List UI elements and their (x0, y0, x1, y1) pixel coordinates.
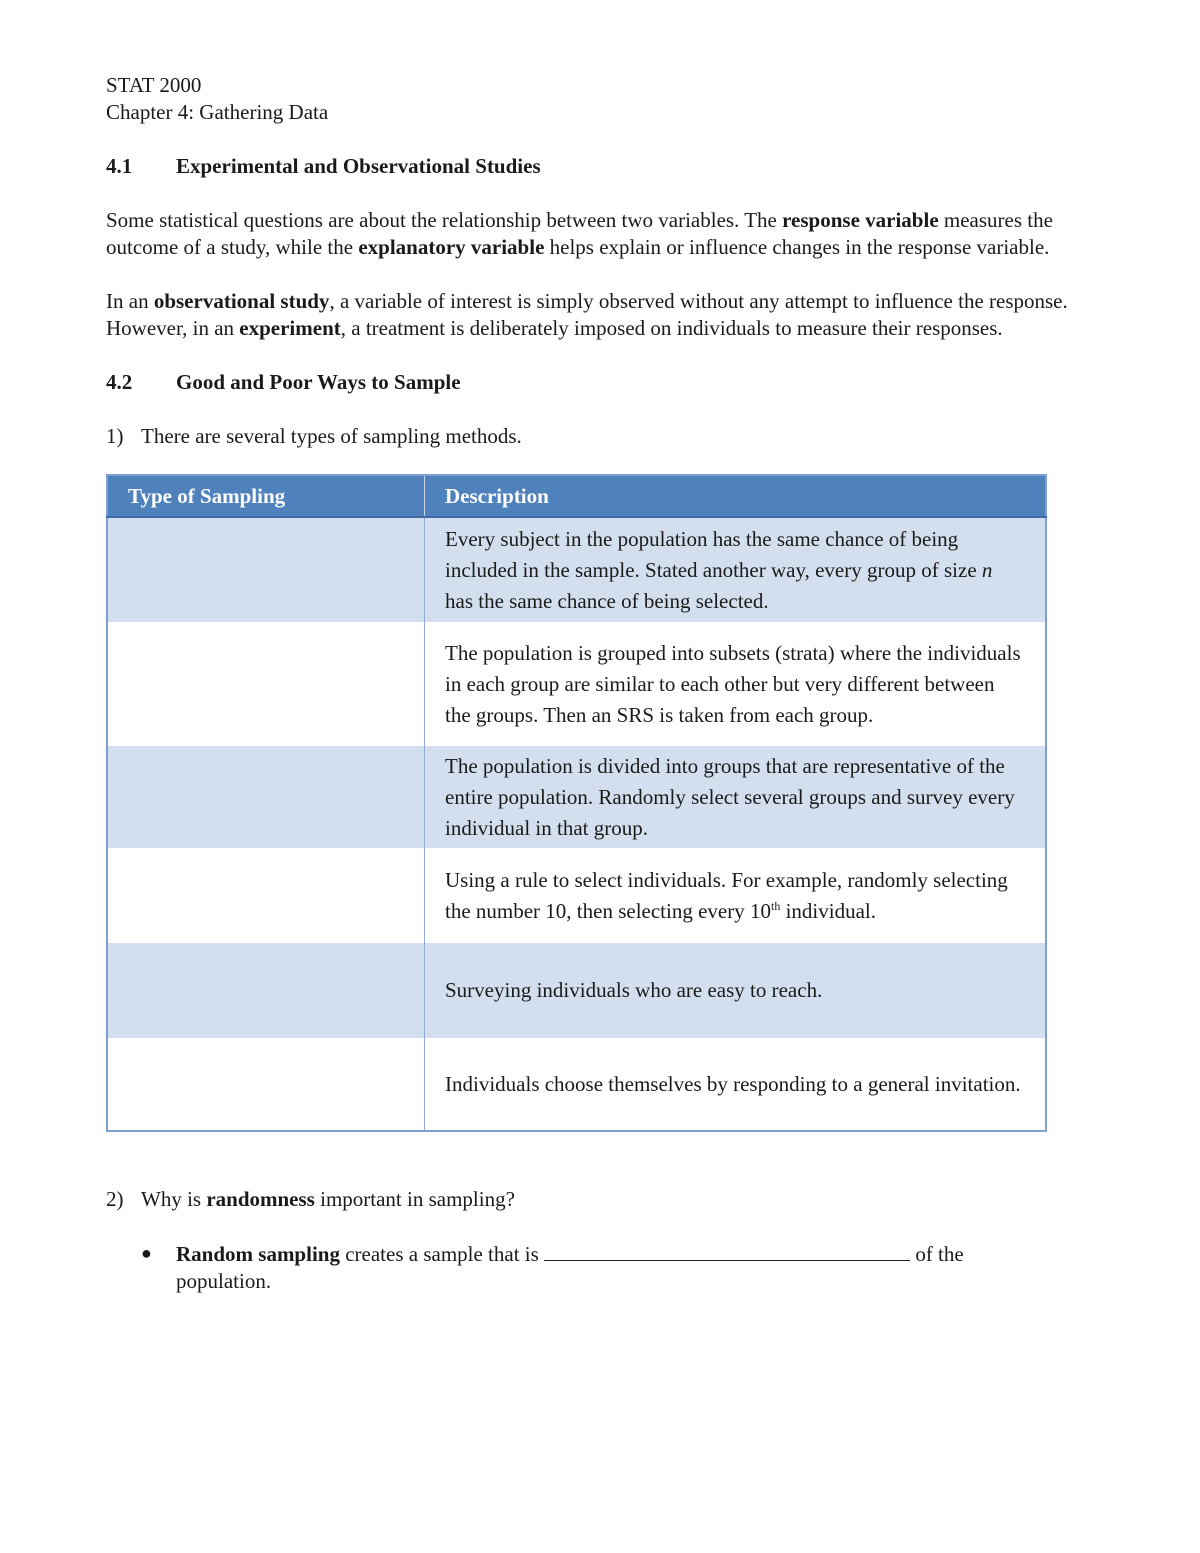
text-run: In an (106, 289, 154, 313)
question-1 (106, 423, 1096, 450)
superscript: th (770, 898, 781, 913)
term-randomness: randomness (206, 1187, 315, 1211)
question-text: There are several types of sampling methods. (141, 424, 522, 448)
text-run: creates a sample that is (339, 1242, 545, 1266)
table-row (107, 622, 1046, 746)
description-cell: Individuals choose themselves by responding to a general invitation. (425, 1038, 1047, 1131)
text-run: Some statistical questions are about the relationship between two variables. The (106, 208, 783, 232)
text-run: of the population. (176, 1242, 964, 1293)
section-title: Good and Poor Ways to Sample (176, 370, 461, 394)
paragraph-studies (106, 288, 1096, 342)
text-run: has the same chance of being selected. (445, 588, 769, 613)
course-title: STAT 2000 (106, 73, 202, 97)
section-heading-4-2 (106, 369, 1096, 396)
term-random-sampling: Random sampling (176, 1242, 340, 1266)
table-row (107, 848, 1046, 943)
type-cell[interactable] (107, 848, 425, 943)
section-number: 4.1 (106, 154, 133, 178)
fill-in-blank[interactable] (544, 1240, 910, 1261)
document-page (106, 72, 1096, 1295)
italic-n: n (981, 557, 993, 582)
sampling-table (106, 474, 1047, 1132)
type-cell[interactable] (107, 943, 425, 1038)
text-run: Using a rule to select individuals. For example, randomly selecting the number 10, then selecting every 10 (445, 867, 1008, 923)
question-text (141, 1186, 515, 1213)
text-run: Every subject in the population has the same chance of being included in the sample. Stated another way, every group of size (445, 526, 982, 582)
type-cell[interactable] (107, 746, 425, 848)
term-experiment: experiment (239, 316, 341, 340)
question-number: 2) (106, 1187, 124, 1211)
chapter-title: Chapter 4: Gathering Data (106, 100, 329, 124)
term-observational-study: observational study (153, 289, 330, 313)
question-2 (106, 1186, 1096, 1213)
description-cell: Surveying individuals who are easy to reach. (425, 943, 1047, 1038)
table-row (107, 746, 1046, 848)
description-cell: The population is divided into groups that are representative of the entire population. Randomly select several groups and survey every individual in that group. (425, 746, 1047, 848)
table-row (107, 943, 1046, 1038)
bullet-icon: ● (141, 1243, 152, 1263)
paragraph-variables (106, 207, 1096, 261)
term-explanatory-variable: explanatory variable (358, 235, 545, 259)
type-cell[interactable] (107, 517, 425, 622)
description-cell (425, 517, 1047, 622)
text-run: helps explain or influence changes in the response variable. (544, 235, 1050, 259)
section-heading-4-1 (106, 153, 1096, 180)
section-number: 4.2 (106, 370, 133, 394)
text-run: measures the outcome of a study, while the (106, 208, 1053, 259)
table-row (107, 517, 1046, 622)
term-response-variable: response variable (782, 208, 939, 232)
section-title: Experimental and Observational Studies (176, 154, 541, 178)
text-run: , a treatment is deliberately imposed on individuals to measure their responses. (340, 316, 1003, 340)
text-run: , a variable of interest is simply observed without any attempt to influence the response. However, in an (106, 289, 1068, 340)
header-description: Description (425, 475, 1047, 517)
header-type: Type of Sampling (107, 475, 425, 517)
type-cell[interactable] (107, 622, 425, 746)
bullet-text (176, 1240, 1056, 1295)
bullet-item (106, 1240, 1096, 1295)
table-row (107, 1038, 1046, 1131)
text-run: individual. (780, 898, 876, 923)
description-cell: The population is grouped into subsets (strata) where the individuals in each group are similar to each other but very different between the groups. Then an SRS is taken from each group. (425, 622, 1047, 746)
table-header-row (107, 475, 1046, 517)
text-run: important in sampling? (314, 1187, 515, 1211)
description-cell (425, 848, 1047, 943)
type-cell[interactable] (107, 1038, 425, 1131)
text-run: Why is (141, 1187, 207, 1211)
question-number: 1) (106, 424, 124, 448)
